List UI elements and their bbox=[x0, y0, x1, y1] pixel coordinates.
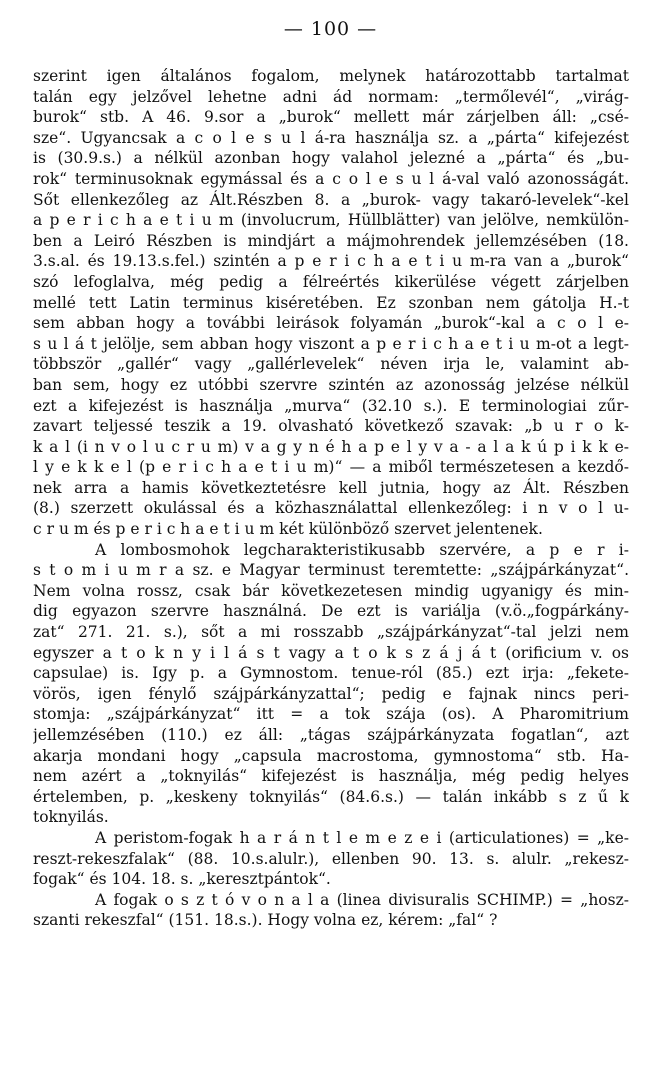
page-number: — 100 — bbox=[283, 18, 378, 40]
text-line: sem abban hogy a további leirások folyamán „burok“-kal a c o l e- bbox=[33, 314, 629, 333]
text-line: (8.) szerzett okulással és a közhasználattal ellenkezőleg: i n v o l u- bbox=[33, 499, 629, 518]
text-line: k a l (i n v o l u c r u m) v a g y n é h a p e l y v a - a l a k ú p i k k e- bbox=[33, 437, 629, 456]
text-line: rok“ terminusoknak egymással és a c o l e s u l á-val való azonosságát. bbox=[33, 169, 629, 188]
text-line: ben a Leiró Részben is mindjárt a májmohrendek jellemzésében (18. bbox=[33, 231, 629, 250]
text-line: nem azért a „toknyilás“ kifejezést is használja, még pedig helyes bbox=[33, 767, 629, 786]
text-line: capsulae) is. Igy p. a Gymnostom. tenue-ról (85.) ezt irja: „fekete- bbox=[33, 664, 629, 683]
text-line: értelemben, p. „keskeny toknyilás“ (84.6.s.) — talán inkább s z ű k bbox=[33, 787, 629, 806]
text-line: burok“ stb. A 46. 9.sor a „burok“ mellett már zárjelben áll: „csé- bbox=[33, 108, 629, 127]
text-line: Sőt ellenkezőleg az Ált.Részben 8. a „burok- vagy takaró-levelek“-kel bbox=[33, 190, 629, 209]
text-line: stomja: „szájpárkányzat“ itt = a tok szája (os). A Pharomitrium bbox=[33, 705, 629, 724]
text-line: a p e r i c h a e t i u m (involucrum, Hüllblätter) van jelölve, nemkülön- bbox=[33, 211, 629, 230]
text-line: szanti rekeszfal“ (151. 18.s.). Hogy volna ez, kérem: „fal“ ? bbox=[33, 911, 498, 930]
text-line: jellemzésében (110.) ez áll: „tágas szájpárkányzata fogatlan“, azt bbox=[33, 726, 629, 744]
text-line: A peristom-fogak h a r á n t l e m e z e i (articulationes) = „ke- bbox=[95, 828, 629, 847]
text-line: mellé tett Latin terminus kiséretében. Ez szonban nem gátolja H.-t bbox=[33, 293, 629, 312]
text-line: Nem volna rossz, csak bár következetesen mindig ugyanigy és min- bbox=[33, 581, 629, 600]
text-line: is (30.9.s.) a nélkül azonban hogy valahol jelezné a „párta“ és „bu- bbox=[33, 149, 629, 168]
text-line: egyszer a t o k n y i l á s t vagy a t o k s z á j á t (orificium v. os bbox=[33, 643, 629, 662]
text-line: c r u m és p e r i c h a e t i u m két különböző szervet jelentenek. bbox=[33, 520, 543, 539]
text-line: A lombosmohok legcharakteristikusabb szervére, a p e r i- bbox=[95, 540, 629, 559]
text-line: ban sem, hogy ez utóbbi szervre szintén az azonosság jelzése nélkül bbox=[33, 375, 629, 394]
text-line: zavart teljessé teszik a 19. olvasható következő szavak: „b u r o k- bbox=[33, 417, 629, 436]
text-line: szó lefoglalva, még pedig a félreértés kikerülése végett zárjelben bbox=[33, 272, 629, 291]
text-line: dig egyazon szervre használná. De ezt is variálja (v.ö.„fogpárkány- bbox=[33, 602, 629, 621]
text-line: többször „gallér“ vagy „gallérlevelek“ néven irja le, valamint ab- bbox=[33, 355, 629, 374]
text-line: 3.s.al. és 19.13.s.fel.) szintén a p e r i c h a e t i u m-ra van a „burok“ bbox=[33, 252, 629, 271]
text-line: A fogak o s z t ó v o n a l a (linea divisuralis SCHIMP.) = „hosz- bbox=[95, 890, 629, 909]
text-line: sze“. Ugyancsak a c o l e s u l á-ra használja sz. a „párta“ kifejezést bbox=[33, 128, 629, 147]
text-line: szerint igen általános fogalom, melynek határozottabb tartalmat bbox=[33, 67, 629, 85]
text-line: ezt a kifejezést is használja „murva“ (32.10 s.). E terminologiai zűr- bbox=[33, 396, 629, 415]
text-line: s u l á t jelölje, sem abban hogy viszont a p e r i c h a e t i u m-ot a legt- bbox=[33, 334, 629, 353]
text-line: vörös, igen fénylő szájpárkányzattal“; pedig e fajnak nincs peri- bbox=[33, 684, 629, 703]
text-line: zat“ 271. 21. s.), sőt a mi rosszabb „szájpárkányzat“-tal jelzi nem bbox=[33, 623, 629, 642]
text-line: fogak“ és 104. 18. s. „keresztpántok“. bbox=[33, 870, 331, 889]
text-line: s t o m i u m r a sz. e Magyar terminust teremtette: „szájpárkányzat“. bbox=[33, 561, 629, 580]
text-line: reszt-rekeszfalak“ (88. 10.s.alulr.), ellenben 90. 13. s. alulr. „rekesz- bbox=[33, 849, 629, 868]
body-text bbox=[33, 66, 629, 931]
text-line: toknyilás. bbox=[33, 808, 109, 827]
text-line: talán egy jelzővel lehetne adni ád normam: „termőlevél“, „virág- bbox=[33, 87, 629, 106]
text-line: l y e k k e l (p e r i c h a e t i u m)“ — a miből természetesen a kezdő- bbox=[33, 458, 629, 477]
text-line: akarja mondani hogy „capsula macrostoma, gymnostoma“ stb. Ha- bbox=[33, 746, 629, 765]
text-line: nek arra a hamis következtetésre kell jutnia, hogy az Ált. Részben bbox=[33, 478, 629, 497]
